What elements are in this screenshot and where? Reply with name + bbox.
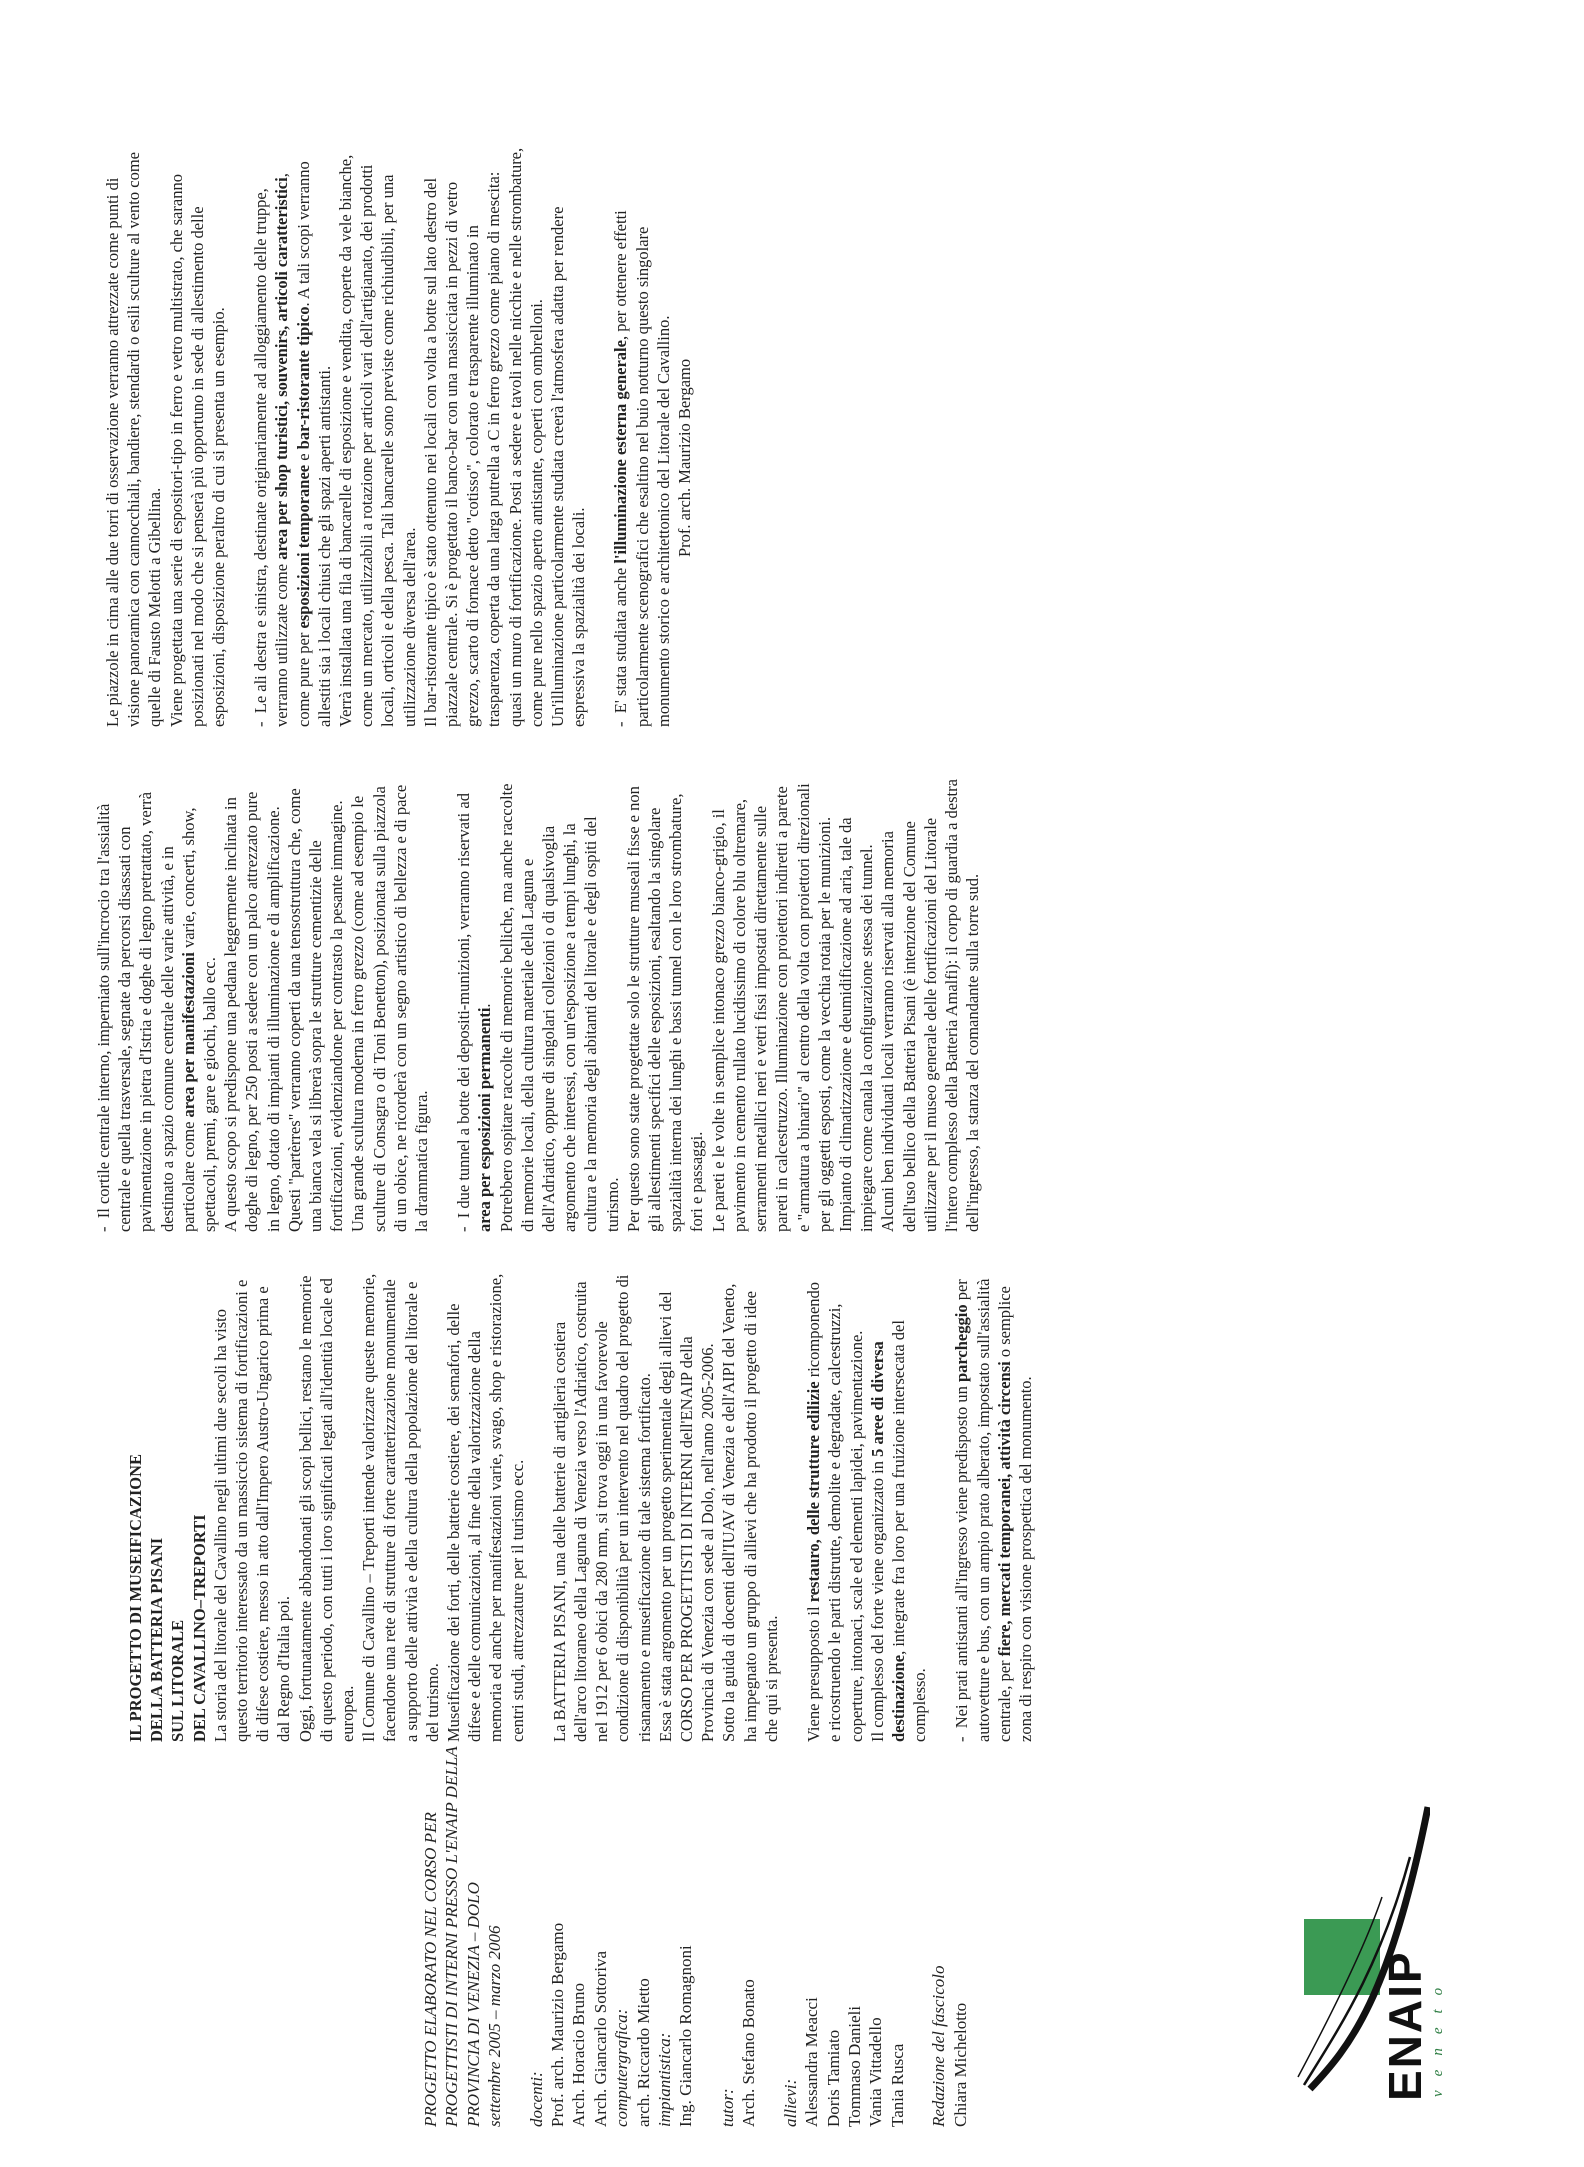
computergrafica-label: computergrafica: xyxy=(612,2008,632,2127)
redazione-name: Chiara Michelotto xyxy=(950,2002,970,2127)
article-signature: Prof. arch. Maurizio Bergamo xyxy=(675,358,695,557)
article-column-1 xyxy=(0,1272,1584,1742)
project-period: settembre 2005 – marzo 2006 xyxy=(485,1925,505,2127)
article-paragraph: - E' stata studiata anche l'illuminazione esterna generale, per ottenere effetti particolarmente scenografici che esaltino nel buio notturno questo singolare monumento storico e architettonico del Litorale del Cavallino. xyxy=(611,210,673,727)
article-column-3 xyxy=(0,147,1584,727)
article-paragraph: Per questo sono state progettate solo le strutture museali fisse e non gli allestimenti specifici delle esposizioni, esaltando la singolare spazialità interna dei lunghi e bassi tunnel con le loro strombature, fori e passaggi. xyxy=(623,786,707,1232)
article-paragraph: - I due tunnel a botte dei depositi-munizioni, verranno riservati ad area per esposizioni permanenti. xyxy=(454,793,495,1232)
redazione-label: Redazione del fascicolo xyxy=(929,1965,949,2127)
article-paragraph: A questo scopo si predispone una pedana leggermente inclinata in doghe di legno, per 250 posti a sedere con un palco attrezzato pure in legno, dotato di impianti di illuminazione e di amplificazione. Questi "partèrres" verranno coperti da una tensostruttura che, come una bianca vela si librerà sopra le strutture cementizie delle fortificazioni, evidenziandone per contrasto la pesante immagine. xyxy=(221,788,347,1232)
article-paragraph: Potrebbero ospitare raccolte di memorie belliche, ma anche raccolte di memorie locali, della cultura materiale della Laguna e dell'Adriatico, oppure di singolari collezioni o di qualsivoglia argomento che interessi, con un'esposizione a tempi lunghi, la cultura e la memoria degli abitanti del litorale e degli ospiti del turismo. xyxy=(496,783,622,1232)
allievo-name: Vania Vittadello xyxy=(866,2017,886,2127)
article-title: IL PROGETTO DI MUSEIFICAZIONE DELLA BATTERIA PISANI SUL LITORALE DEL CAVALLINO–TREPORTI xyxy=(126,1453,209,1742)
article-paragraph: Le piazzole in cima alle due torri di osservazione verranno attrezzate come punti di visione panoramica con cannocchiali, bandiere, stendardi o esili sculture al vento come quelle di Fausto Melotti a Gibellina. xyxy=(103,152,165,727)
project-description: PROGETTO ELABORATO NEL CORSO PER PROGETTISTI DI INTERNI PRESSO L'ENAIP DELLA PROVINCIA DI VENEZIA – DOLO xyxy=(421,1746,483,2127)
allievo-name: Alessandra Meacci xyxy=(802,1997,822,2127)
tutor-label: tutor: xyxy=(717,2088,737,2127)
allievo-name: Tommaso Danieli xyxy=(844,2005,864,2127)
allievo-name: Tania Rusca xyxy=(887,2043,907,2127)
article-paragraph: Oggi, fortunatamente abbandonati gli scopi bellici, restano le memorie di questo periodo, con tutti i loro significati legati all'identità locale ed europea. xyxy=(295,1275,358,1742)
article-paragraph: - Le ali destra e sinistra, destinate originariamente ad alloggiamento delle truppe, verranno utilizzate come area per shop turistici, souvenirs, articoli caratteristici, come pure per esposizioni temporanee e bar-ristorante tipico. A tali scopi verranno allestiti sia i locali chiusi che gli spazi aperti antistanti. xyxy=(251,161,334,727)
logo-wordmark: ENAIP xyxy=(1379,1950,1431,2101)
article-paragraph: Viene presupposto il restauro, delle strutture edilizie ricomponendo e ricostruendo le parti distrutte, demolite e degradate, calcestruzzi, coperture, intonaci, scale ed elementi lapidei, pavimentazione. xyxy=(804,1281,866,1742)
docente-name: Prof. arch. Maurizio Bergamo xyxy=(548,1922,568,2127)
computergrafica-name: arch. Riccardo Mietto xyxy=(633,1978,653,2127)
impiantistica-label: impiantistica: xyxy=(655,2032,675,2127)
article-paragraph: La BATTERIA PISANI, una delle batterie di artiglieria costiera dell'arco litoraneo della Laguna di Venezia verso l'Adriatico, costruita nel 1912 per 6 obici da 280 mm, si trova oggi in una favorevole condizione di disponibilità per un intervento nel quadro del progetto di risanamento e museificazione di tale sistema fortificato. xyxy=(549,1274,654,1742)
docenti-label: docenti: xyxy=(526,2071,546,2127)
article-paragraph: Un'illuminazione particolarmente studiata creerà l'atmosfera adatta per rendere espressiva la spazialità dei locali. xyxy=(548,206,589,727)
article-paragraph: - Nei prati antistanti all'ingresso viene predisposto un parcheggio per autovetture e bus, con un ampio prato alberato, impostato sull'assialità centrale, per fiere, mercati temporanei, attività circensi o semplice zona di respiro con visione prospettica del monumento. xyxy=(952,1278,1035,1742)
tutor-name: Arch. Stefano Bonato xyxy=(739,1979,759,2127)
docente-name: Arch. Horacio Bruno xyxy=(569,1983,589,2127)
article-paragraph: Essa è stata argomento per un progetto sperimentale degli allievi del CORSO PER PROGETTISTI DI INTERNI dell'ENAIP della Provincia di Venezia con sede al Dolo, nell'anno 2005-2006. xyxy=(655,1291,718,1742)
logo-subtitle: veneto xyxy=(1430,1973,1446,2097)
article-paragraph: Museificazione dei forti, delle batterie costiere, dei semafori, delle difese e delle comunicazioni, al fine della valorizzazione della memoria ed anche per manifestazioni varie, svago, shop e ristorazione, centri studi, attrezzature per il turismo ecc. xyxy=(444,1273,527,1742)
docente-name: Arch. Giancarlo Sottoriva xyxy=(590,1950,610,2127)
article-paragraph: Alcuni ben individuati locali verranno riservati alla memoria dell'uso bellico della Batteria Pisani (è intenzione del Comune utilizzare per il museo generale delle fortificazioni del Litorale l'intero complesso della Batteria Amalfi): il corpo di guardia a destra dell'ingresso, la stanza del comandante sulla torre sud. xyxy=(878,779,983,1232)
article-paragraph: - Il cortile centrale interno, imperniato sull'incrocio tra l'assialità centrale e quella trasversale, segnate da percorsi disassati con pavimentazione in pietra d'Istria e doghe di legno pretrattato, verrà destinato a spazio comune centrale delle varie attività, e in particolare come area per manifestazioni varie, concerti, show, spettacoli, premi, gare e giochi, ballo ecc. xyxy=(94,791,220,1232)
article-paragraph: Le pareti e le volte in semplice intonaco grezzo bianco-grigio, il pavimento in cemento rullato lucidissimo di colore blu oltremare, serramenti metallici neri e vetri fissi impostati direttamente sulle pareti in calcestruzzo. Illuminazione con proiettori indiretti a parete e "armatura a binario" al centro della volta con proiettori direzionali per gli oggetti esposti, come la vecchia rotaia per le munizioni. Impianto di climatizzazione e deumidificazione ad aria, tale da impiegare come canala la configurazione stessa dei tunnel. xyxy=(708,783,877,1232)
article-column-2 xyxy=(0,777,1584,1232)
article-paragraph: Viene progettata una serie di espositori-tipo in ferro e vetro multistrato, che saranno posizionati nel modo che si penserà più opportuno in sede di allestimento delle esposizioni, disposizione peraltro di cui si presenta un esempio. xyxy=(166,174,229,727)
allievo-name: Doris Tamiato xyxy=(823,2029,843,2127)
article-paragraph: Il bar-ristorante tipico è stato ottenuto nei locali con volta a botte sul lato destro del piazzale centrale. Si è progettato il banco-bar con una massicciata in pezzi di vetro grezzo, scarto di fornace detto "cotisso", colorato e trasparente illuminato in trasparenza, coperta da una larga putrella a C in ferro grezzo come piano di mescita: quasi un muro di fortificazione. Posti a sedere e tavoli nelle nicchie e nelle strombature, come pure nello spazio aperto antistante, coperti con ombrelloni. xyxy=(420,147,546,727)
article-paragraph: Sotto la guida di docenti dell'IUAV di Venezia e dell'AIPI del Veneto, ha impegnato un gruppo di allievi che ha prodotto il progetto di idee che qui si presenta. xyxy=(719,1283,781,1742)
article-paragraph: Una grande scultura moderna in ferro grezzo (come ad esempio le sculture di Consagra o di Toni Benetton), posizionata sulla piazzola di un obice, ne ricorderà con un segno artistico di bellezza e di pace la drammatica figura. xyxy=(348,784,432,1232)
allievi-label: allievi: xyxy=(780,2078,800,2127)
article-paragraph: Il Comune di Cavallino – Treporti intende valorizzare queste memorie, facendone una rete di strutture di forte caratterizzazione monumentale a supporto delle attività e della cultura della popolazione del litorale e del turismo. xyxy=(359,1273,442,1742)
enaip-logo xyxy=(1290,1767,1446,2107)
article-paragraph: Il complesso del forte viene organizzato in 5 aree di diversa destinazione, integrate fra loro per una fruizione intersecata del complesso. xyxy=(867,1320,930,1742)
article-paragraph: La storia del litorale del Cavallino negli ultimi due secoli ha visto questo territorio interessato da un massiccio sistema di fortificazioni e di difese costiere, messo in atto dall'Impero Austro-Ungarico prima e dal Regno d'Italia poi. xyxy=(210,1279,294,1742)
impiantistica-name: Ing. Giancarlo Romagnoni xyxy=(676,1945,696,2127)
article-paragraph: Verrà installata una fila di bancarelle di esposizione e vendita, coperte da vele bianche, come un mercato, utilizzabili a rotazione per articoli vari dell'artigianato, dei prodotti locali, orticoli e della pesca. Tali bancarelle sono previste come richiudibili, per una utilizzazione diversa dell'area. xyxy=(336,154,419,727)
